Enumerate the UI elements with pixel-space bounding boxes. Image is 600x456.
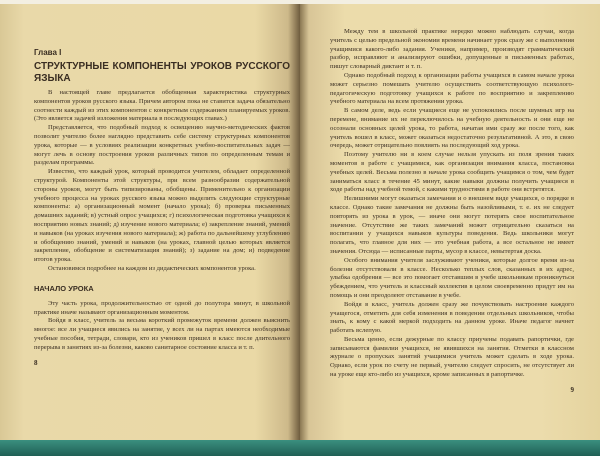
paragraph: Особого внимания учителя заслуживают ученики, которые долгое время из-за болезни отсутствовали в классе. Несколько теплых слов, сказанных в их адрес, улыбка одобрения — все это помогает отставшим в учебе школьникам проникнуться убеждением, что учитель и классный коллектив в целом своевременно придут им на помощь и они преодолеют отставание в учебе. — [330, 256, 574, 299]
left-page — [0, 4, 300, 440]
page-number: 8 — [34, 358, 38, 367]
paragraph: Войдя в класс, учитель должен сразу же почувствовать настроение каждого учащегося, отметить для себя изменения в поведении отдельных школьников, чтобы знать, к кому с какой меркой подходить на данном уроке. Иначе педагог начнет работать вслепую. — [330, 300, 574, 335]
chapter-title: СТРУКТУРНЫЕ КОМПОНЕНТЫ УРОКОВ РУССКОГО ЯЗЫКА — [34, 61, 290, 84]
left-page-text — [34, 48, 290, 368]
paragraph: Эту часть урока, продолжительностью от одной до полутора минут, в школьной практике иначе называют организационным моментом. — [34, 299, 290, 316]
paragraph: Поэтому учителю ни в коем случае нельзя упускать из поля зрения таких моментов в работе с учащимися, как организация внимания класса, постановка учебных целей. Весьма полезно в начале урока сообщить учащимся о том, чем будет заниматься класс в течение 45 минут, какие навыки должны получить учащиеся в ходе работы над учебной темой, с какими трудностями в работе они встретятся. — [330, 151, 574, 194]
right-page — [300, 4, 600, 440]
paragraph: Остановимся подробнее на каждом из дидактических компонентов урока. — [48, 264, 256, 272]
paragraph: В самом деле, ведь если учащиеся еще не успокоились после шумных игр на перемене, внимание их не переключилось на учебную деятельность и они еще не осознали основных целей урока, то работа, начатая ими сразу же после того, как учитель вошел в класс, может оказаться недостаточно результативной. А это, в свою очередь, может отрицательно повлиять на последующий ход урока. — [330, 107, 574, 150]
paragraph: Войдя в класс, учитель за весьма короткий промежуток времени должен выяснить многое: все ли учащиеся явились на занятие, у всех ли на партах имеются необходимые учебные пособия, тетради, словари, кто из учеников пришел в класс после длительного перерыва в занятиях из-за болезни, каково санитарное состояние класса и т. п. — [34, 317, 290, 351]
chapter-label: Глава I — [34, 48, 62, 57]
right-page-text — [330, 28, 574, 395]
page-number: 9 — [570, 385, 574, 394]
paragraph: Представляется, что подобный подход к освещению научно-методических фактов позволит учителю более наглядно представить себе систему структурных компонентов урока, которые — в условиях реализации конкретных учебно-воспитательных задач — могут лечь в основу построения уроков различных типов по определенным темам и разделам программы. — [34, 124, 290, 167]
section-heading: НАЧАЛО УРОКА — [34, 283, 94, 293]
paragraph: В настоящей главе предлагается обобщенная характеристика структурных компонентов уроков русского языка. Причем автором пока не ставится задача обязательно соотнести каждый из этих компонентов с конкретным содержанием планируемых уроков. (Это является задачей изложения материала в последующих главах.) — [34, 89, 290, 123]
paragraph: Между тем в школьной практике нередко можно наблюдать случаи, когда учитель с целью предельной экономии времени начинает урок сразу же с выполнения учащимися какого-либо задания. Ученики, например, производят грамматический разбор, исправляют и анализируют ошибки, допущенные в письменных работах, пишут словарный диктант и т. п. — [330, 28, 574, 71]
paragraph: Весьма ценно, если дежурные по классу приучены подавать рапортички, где записываются фамилии учащихся, не явившихся на занятия. Отметки в классном журнале о пропусках занятий учащимися учитель может сделать в ходе урока. Однако, если урок по счету не первый, учителю следует спросить, не отсутствует ли на уроке еще кто-либо из учащихся, кроме записанных в рапортичке. — [330, 335, 574, 379]
paragraph: Известно, что каждый урок, который проводится учителем, обладает определенной структурой. Компоненты этой структуры, при всем разнообразии содержательной стороны уроков, могут быть типизированы, обобщены. Применительно к организации учебного процесса на уроках русского языка можно выделить следующие структурные компоненты: а) организационный момент (начало урока); б) проверка письменных домашних заданий; в) устный опрос учащихся; г) психологическая подготовка учащихся к восприятию новых знаний; д) изучение нового материала; е) закрепление знаний, умений и навыков (на уроках изучения нового материала); ж) работа по дальнейшему углублению и обобщению знаний, умений и навыков (на уроках, главной целью которых является закрепление, обобщение и систематизация знаний); з) задание на дом; и) подведение итогов урока. — [34, 168, 290, 264]
book-cover — [0, 440, 600, 456]
paragraph: Нелишними могут оказаться замечания и о внешнем виде учащихся, о порядке в классе. Однако такие замечания не должны быть назойливыми, т. е. их не следует повторять из урока в урок, — иначе они могут потерять свое воспитательное значение. Отсутствие же таких замечаний может отрицательно сказаться на воспитании у учащихся навыков культуры поведения. Ведь школьники могут полагать, что главное для них — это учебная работа, а все остальное не имеет значения. Отсюда — исписанные парты, мусор в классе, невытертая доска. — [330, 195, 574, 255]
paragraph: Однако подобный подход к организации работы учащихся в самом начале урока может серьезно помешать учителю осуществить соответствующую психолого-педагогическую подготовку учащихся к работе по восприятию и закреплению учебного материала на всем протяжении урока. — [330, 71, 574, 106]
